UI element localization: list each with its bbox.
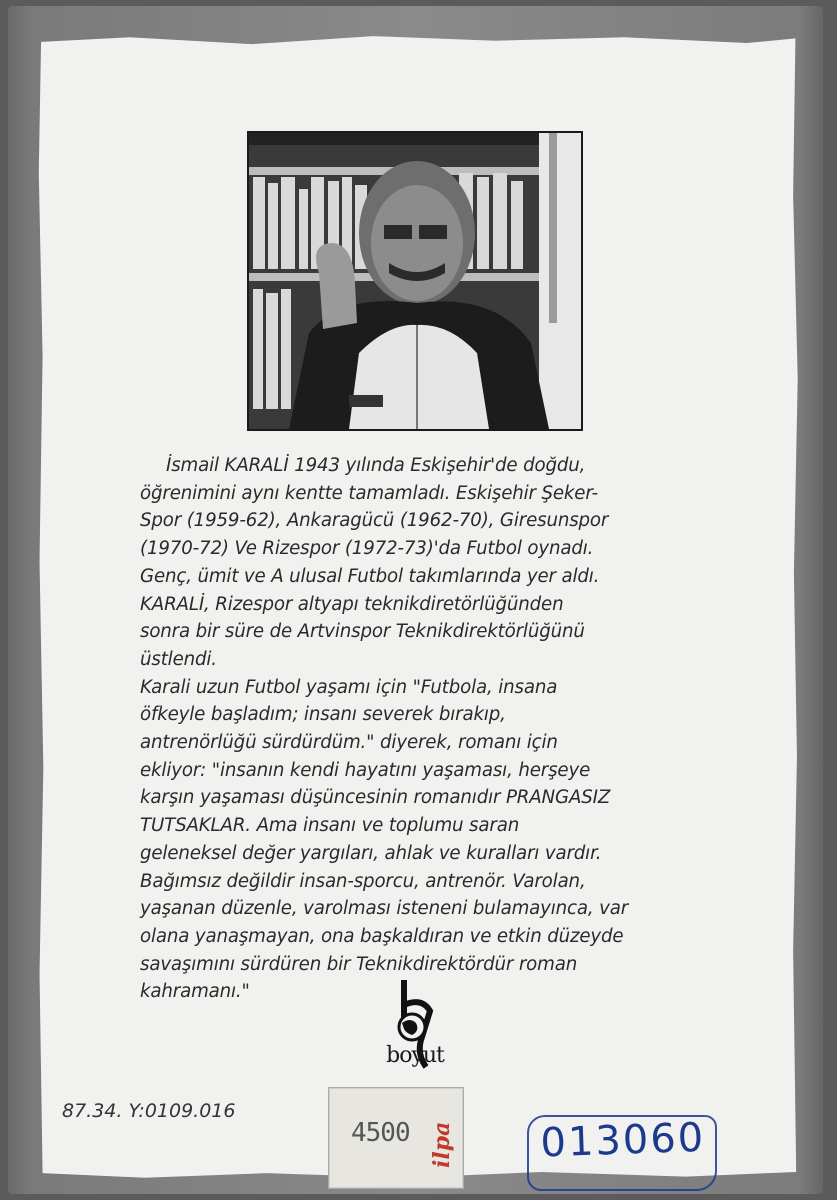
price-text: 4500 bbox=[351, 1118, 410, 1148]
bio-line: öfkeyle başladım; insanı severek bırakıp, bbox=[140, 704, 506, 726]
bio-line: TUTSAKLAR. Ama insanı ve toplumu saran bbox=[140, 815, 520, 837]
publisher-name: boyut bbox=[386, 1043, 444, 1068]
author-photo bbox=[247, 131, 583, 431]
author-biography bbox=[140, 452, 680, 1006]
bio-line: (1970-72) Ve Rizespor (1972-73)'da Futbol oynadı. bbox=[140, 538, 594, 560]
bio-line: Karali uzun Futbol yaşamı için "Futbola, insana bbox=[140, 676, 558, 698]
bio-line: İsmail KARALİ 1943 yılında Eskişehir'de doğdu, bbox=[166, 455, 586, 476]
catalog-code: 87.34. Y:0109.016 bbox=[62, 1100, 236, 1122]
bio-line: üstlendi. bbox=[140, 648, 217, 670]
bio-line: olana yanaşmayan, ona başkaldıran ve etkin düzeyde bbox=[140, 925, 624, 947]
bio-line: KARALİ, Rizespor altyapı teknikdiretörlüğünden bbox=[140, 593, 564, 615]
price-sticker bbox=[328, 1087, 464, 1189]
bio-line: savaşımını sürdüren bir Teknikdirektördür roman bbox=[140, 953, 578, 975]
bio-line: geleneksel değer yargıları, ahlak ve kuralları vardır. bbox=[140, 842, 602, 864]
sticker-brand: ilpa bbox=[429, 1121, 455, 1168]
bio-line: Bağımsız değildir insan-sporcu, antrenör. Varolan, bbox=[140, 870, 586, 892]
bio-line: kahramanı." bbox=[140, 981, 250, 1003]
bio-line: öğrenimini aynı kentte tamamladı. Eskişehir Şeker- bbox=[140, 482, 599, 504]
bio-line: ekliyor: "insanın kendi hayatını yaşaması, herşeye bbox=[140, 759, 591, 781]
bio-line: yaşanan düzenle, varolması isteneni bulamayınca, var bbox=[140, 898, 629, 920]
bio-line: Spor (1959-62), Ankaragücü (1962-70), Giresunspor bbox=[140, 510, 609, 532]
bio-line: antrenörlüğü sürdürdüm." diyerek, romanı için bbox=[140, 732, 558, 754]
handwritten-number: 013060 bbox=[539, 1114, 706, 1167]
bio-line: Genç, ümit ve A ulusal Futbol takımlarında yer aldı. bbox=[140, 565, 600, 587]
bio-line: sonra bir süre de Artvinspor Teknikdirektörlüğünü bbox=[140, 621, 585, 643]
bio-line: karşın yaşaması düşüncesinin romanıdır PRANGASIZ bbox=[140, 787, 611, 809]
